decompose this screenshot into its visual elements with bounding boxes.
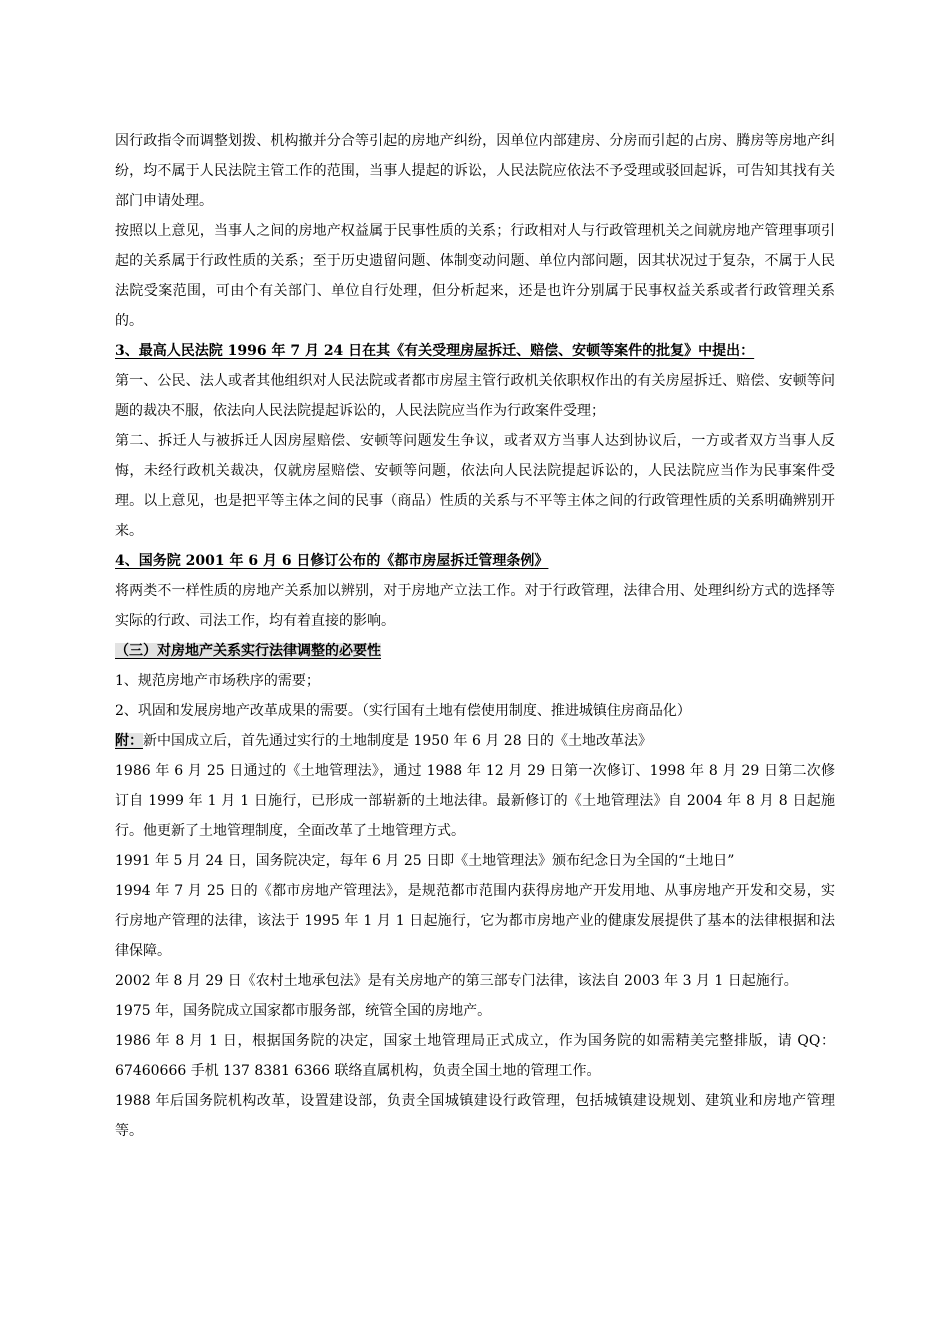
paragraph: 第二、拆迁人与被拆迁人因房屋赔偿、安顿等问题发生争议，或者双方当事人达到协议后，一方或者双方当事人反悔，未经行政机关裁决，仅就房屋赔偿、安顿等问题，依法向人民法院提起诉讼的，人民法院应当作为民事案件受理。以上意见，也是把平等主体之间的民事（商品）性质的关系与不平等主体之间的行政管理性质的关系明确辨别开来。 [115,433,835,539]
appendix-label: 附： [115,733,143,749]
list-item: 2、巩固和发展房地产改革成果的需要。（实行国有土地有偿使用制度、推进城镇住房商品化） [115,703,691,719]
paragraph: 第一、公民、法人或者其他组织对人民法院或者都市房屋主管行政机关依职权作出的有关房屋拆迁、赔偿、安顿等问题的裁决不服，依法向人民法院提起诉讼的，人民法院应当作为行政案件受理； [115,373,835,419]
paragraph: 1994 年 7 月 25 日的《都市房地产管理法》，是规范都市范围内获得房地产开发用地、从事房地产开发和交易，实行房地产管理的法律，该法于 1995 年 1 月 1 日起施行，它为都市房地产业的健康发展提供了基本的法律根据和法律保障。 [115,883,835,959]
heading-text: 4、国务院 2001 年 6 月 6 日修订公布的《都市房屋拆迁管理条例》 [115,553,549,569]
heading-text: （三）对房地产关系实行法律调整的必要性 [115,643,381,659]
section-heading-3 [115,336,835,366]
paragraph: 1975 年，国务院成立国家都市服务部，统管全国的房地产。 [115,1003,492,1019]
heading-text: 3、最高人民法院 1996 年 7 月 24 日在其《有关受理房屋拆迁、赔偿、安顿等案件的批复》中提出： [115,343,755,359]
paragraph: 将两类不一样性质的房地产关系加以辨别，对于房地产立法工作。对于行政管理，法律合用、处理纠纷方式的选择等实际的行政、司法工作，均有着直接的影响。 [115,583,835,629]
list-item: 1、规范房地产市场秩序的需要； [115,673,320,689]
paragraph: 1988 年后国务院机构改革，设置建设部，负责全国城镇建设行政管理，包括城镇建设规划、建筑业和房地产管理等。 [115,1093,835,1139]
appendix-paragraph [115,726,835,756]
appendix-text: 新中国成立后，首先通过实行的土地制度是 1950 年 6 月 28 日的《土地改革法》 [143,733,653,749]
paragraph: 1991 年 5 月 24 日，国务院决定，每年 6 月 25 日即《土地管理法》颁布纪念日为全国的“土地日” [115,853,735,869]
paragraph: 2002 年 8 月 29 日《农村土地承包法》是有关房地产的第三部专门法律，该法自 2003 年 3 月 1 日起施行。 [115,973,798,989]
section-heading-necessity [115,636,835,666]
section-heading-4 [115,546,835,576]
paragraph: 因行政指令而调整划拨、机构撤并分合等引起的房地产纠纷，因单位内部建房、分房而引起的占房、腾房等房地产纠纷，均不属于人民法院主管工作的范围，当事人提起的诉讼，人民法院应依法不予受理或驳回起诉，可告知其找有关部门申请处理。 [115,133,835,209]
paragraph: 按照以上意见，当事人之间的房地产权益属于民事性质的关系；行政相对人与行政管理机关之间就房地产管理事项引起的关系属于行政性质的关系；至于历史遗留问题、体制变动问题、单位内部问题，因其状况过于复杂，不属于人民法院受案范围，可由个有关部门、单位自行处理，但分析起来，还是也许分别属于民事权益关系或者行政管理关系的。 [115,223,835,329]
document-body [115,126,835,1146]
paragraph: 1986 年 6 月 25 日通过的《土地管理法》，通过 1988 年 12 月 29 日第一次修订、1998 年 8 月 29 日第二次修订自 1999 年 1 月 1 日施行，已形成一部崭新的土地法律。最新修订的《土地管理法》自 2004 年 8 月 8 日起施行。他更新了土地管理制度，全面改革了土地管理方式。 [115,763,835,839]
paragraph: 1986 年 8 月 1 日，根据国务院的决定，国家土地管理局正式成立，作为国务院的如需精美完整排版，请 QQ：67460666 手机 137 8381 6366 联络直属机构，负责全国土地的管理工作。 [115,1033,835,1079]
